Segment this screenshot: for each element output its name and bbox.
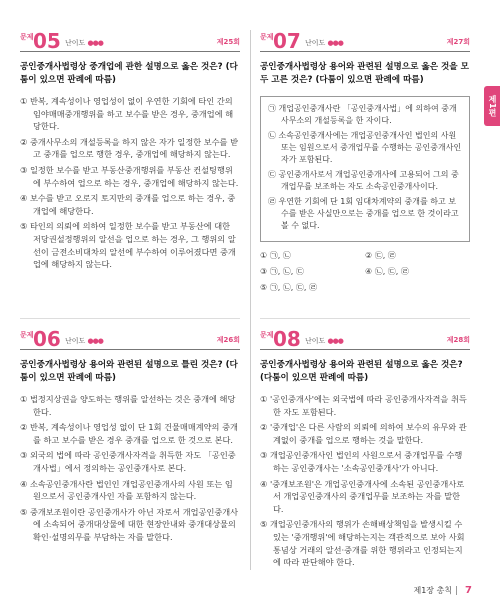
difficulty-dots: ●●● (327, 39, 343, 47)
difficulty (65, 336, 103, 346)
exam-round: 제26회 (216, 336, 240, 344)
option-4[interactable]: ④ 소속공인중개사란 법인인 개업공인중개사의 사원 또는 임원으로서 공인중개사인 자를 포함하지 않는다. (20, 478, 233, 502)
question-header (260, 328, 470, 350)
question-stem: 공인중개사법령상 용어와 관련된 설명으로 틀린 것은? (다툼이 있으면 판례에 따름) (20, 360, 238, 383)
answer-choices (260, 250, 470, 293)
row-divider-left (20, 318, 240, 319)
chapter-title: 제1장 총칙 (413, 586, 453, 595)
option-2[interactable]: ② '중개업'은 다른 사람의 의뢰에 의하여 보수의 유무와 관계없이 중개를 업으로 행하는 것을 말한다. (260, 422, 467, 445)
statement-box (260, 96, 470, 242)
question-06 (20, 328, 240, 547)
difficulty-dots: ●●● (87, 39, 103, 47)
option-list (260, 393, 470, 569)
option-5[interactable]: ⑤ 타인의 의뢰에 의하여 일정한 보수를 받고 부동산에 대한 저당권설정행위의 알선을 업으로 하는 경우, 그 행위의 알선이 금전소비대차의 알선에 부수하여 이루어졌다면 중개업에 해당하지 않는다. (20, 221, 236, 270)
difficulty-label: 난이도 (305, 337, 326, 345)
option-1[interactable]: ① 반복, 계속성이나 영업성이 없이 우연한 기회에 타인 간의 임야매매중개행위를 하고 보수를 받은 경우, 중개업에 해당한다. (20, 96, 234, 132)
question-stem: 공인중개사법령상 중개업에 관한 설명으로 옳은 것은? (다툼이 있으면 판례에 따름) (20, 62, 238, 85)
page-number: 7 (465, 585, 472, 596)
question-number: 06 (33, 327, 61, 351)
column-divider (250, 30, 251, 570)
option-4[interactable]: ④ 보수를 받고 오로지 토지만의 중개를 업으로 하는 경우, 중개업에 해당한다. (20, 193, 236, 216)
option-4[interactable]: ④ '중개보조원'은 개업공인중개사에 소속된 공인중개사로서 개업공인중개사의 중개업무를 보조하는 자를 말한다. (260, 478, 465, 514)
difficulty (305, 336, 343, 346)
option-3[interactable]: ③ 일정한 보수를 받고 부동산중개행위를 부동산 컨설팅행위에 부수하여 업으로 하는 경우, 중개업에 해당하지 않는다. (20, 164, 239, 188)
exam-round: 제27회 (446, 38, 470, 46)
option-1[interactable]: ① '공인중개사'에는 외국법에 따라 공인중개사자격을 취득한 자도 포함된다. (260, 394, 467, 417)
option-2[interactable]: ② 중개사무소의 개설등록을 하지 않은 자가 일정한 보수를 받고 중개를 업으로 행한 경우, 중개업에 해당하지 않는다. (20, 136, 238, 160)
question-08 (260, 328, 470, 572)
option-2[interactable]: ② 반복, 계속성이나 영업성 없이 단 1회 건물매매계약의 중개를 하고 보수를 받은 경우 중개를 업으로 한 것으로 본다. (20, 422, 238, 445)
difficulty-label: 난이도 (305, 39, 326, 47)
question-stem: 공인중개사법령상 용어와 관련된 설명으로 옳은 것을 모두 고른 것은? (다툼이 있으면 판례에 따름) (260, 62, 469, 85)
exam-round: 제25회 (216, 38, 240, 46)
option-3[interactable]: ③ 외국의 법에 따라 공인중개사자격을 취득한 자도 「공인중개사법」에서 정의하는 공인중개사로 본다. (20, 450, 236, 473)
section-side-tab[interactable]: 제1편 (484, 86, 500, 126)
difficulty-dots: ●●● (327, 337, 343, 345)
difficulty (65, 38, 103, 48)
question-label: 문제 (20, 331, 34, 339)
difficulty (305, 38, 343, 48)
question-label: 문제 (20, 33, 34, 41)
option-1[interactable]: ① 법정지상권을 양도하는 행위를 알선하는 것은 중개에 해당한다. (20, 394, 236, 417)
difficulty-label: 난이도 (65, 39, 86, 47)
question-header (20, 30, 240, 52)
question-header (20, 328, 240, 350)
option-5[interactable]: ⑤ 개업공인중개사의 행위가 손해배상책임을 발생시킬 수 있는 '중개행위'에 해당하는지는 객관적으로 보아 사회통념상 거래의 알선·중개를 위한 행위라고 인정되는지에 따라 판단해야 한다. (260, 519, 465, 568)
question-number: 07 (273, 29, 301, 53)
question-05 (20, 30, 240, 274)
answer-4[interactable]: ④ ㉡, ㉢, ㉣ (365, 267, 409, 276)
question-stem: 공인중개사법령상 용어와 관련된 설명으로 옳은 것은? (다툼이 있으면 판례에 따름) (260, 360, 463, 383)
statement-4: ㉣ 우연한 기회에 단 1회 임대차계약의 중개를 하고 보수를 받은 사실만으로는 중개를 업으로 한 것이라고 볼 수 없다. (268, 197, 459, 230)
answer-1[interactable]: ① ㉠, ㉡ (260, 251, 291, 260)
question-label: 문제 (260, 33, 274, 41)
question-label: 문제 (260, 331, 274, 339)
statement-3: ㉢ 공인중개사로서 개업공인중개사에 고용되어 그의 중개업무를 보조하는 자도 소속공인중개사이다. (268, 170, 459, 191)
page-footer (413, 585, 472, 596)
answer-3[interactable]: ③ ㉠, ㉡, ㉢ (260, 267, 304, 276)
option-5[interactable]: ⑤ 중개보조원이란 공인중개사가 아닌 자로서 개업공인중개사에 소속되어 중개대상물에 대한 현장안내와 중개대상물의 확인·설명의무를 부담하는 자를 말한다. (20, 506, 239, 542)
question-number: 08 (273, 327, 301, 351)
answer-2[interactable]: ② ㉢, ㉣ (365, 251, 396, 260)
question-header (260, 30, 470, 52)
question-number: 05 (33, 29, 61, 53)
question-07 (260, 30, 470, 293)
statement-1: ㉠ 개업공인중개사란 「공인중개사법」에 의하여 중개사무소의 개설등록을 한 자이다. (268, 104, 457, 125)
option-list (20, 393, 240, 544)
difficulty-label: 난이도 (65, 337, 86, 345)
exam-round: 제28회 (446, 336, 470, 344)
difficulty-dots: ●●● (87, 337, 103, 345)
option-list (20, 95, 240, 271)
answer-5[interactable]: ⑤ ㉠, ㉡, ㉢, ㉣ (260, 283, 317, 292)
statement-2: ㉡ 소속공인중개사에는 개업공인중개사인 법인의 사원 또는 임원으로서 중개업무를 수행하는 공인중개사인 자가 포함된다. (268, 131, 462, 164)
option-3[interactable]: ③ 개업공인중개사인 법인의 사원으로서 중개업무를 수행하는 공인중개사는 '소속공인중개사'가 아니다. (260, 450, 463, 473)
footer-separator (456, 586, 457, 595)
row-divider-right (260, 318, 470, 319)
